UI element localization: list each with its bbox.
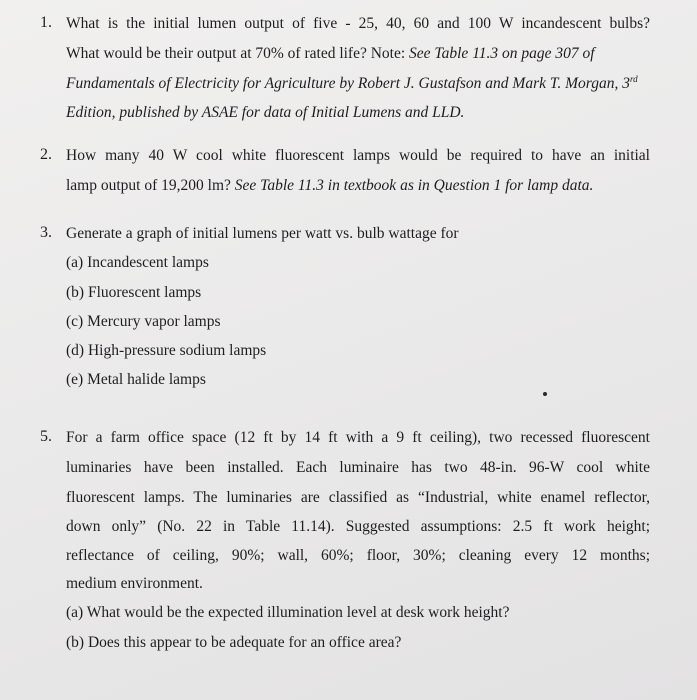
list-item: (a) What would be the expected illumination level at desk work height? xyxy=(66,604,510,621)
question-number: 1. xyxy=(40,14,52,31)
question-number: 3. xyxy=(40,224,52,241)
list-item: (b) Does this appear to be adequate for an office area? xyxy=(66,634,402,651)
question-text-line: How many 40 W cool white fluorescent lamps would be required to have an initial xyxy=(66,147,650,164)
question-text-line: Generate a graph of initial lumens per watt vs. bulb wattage for xyxy=(66,225,459,242)
question-number: 5. xyxy=(40,428,52,445)
question-text-line: What is the initial lumen output of five - 25, 40, 60 and 100 W incandescent bulbs? xyxy=(66,15,650,32)
question-text-line: fluorescent lamps. The luminaries are classified as “Industrial, white enamel reflector, xyxy=(66,489,650,506)
note-italic: See Table 11.3 in textbook as in Question 1 for lamp data. xyxy=(234,177,594,194)
list-item: (b) Fluorescent lamps xyxy=(66,284,202,301)
ink-dot xyxy=(543,392,547,396)
question-text-line: For a farm office space (12 ft by 14 ft with a 9 ft ceiling), two recessed fluorescent xyxy=(66,429,650,446)
list-item: (c) Mercury vapor lamps xyxy=(66,313,221,330)
question-text-line: What would be their output at 70% of rated life? Note: See Table 11.3 on page 307 of xyxy=(66,45,595,62)
question-text-line: lamp output of 19,200 lm? See Table 11.3 in textbook as in Question 1 for lamp data. xyxy=(66,177,594,194)
question-text-line: medium environment. xyxy=(66,575,203,592)
list-item: (e) Metal halide lamps xyxy=(66,371,206,388)
question-number: 2. xyxy=(40,146,52,163)
list-item: (a) Incandescent lamps xyxy=(66,254,209,271)
list-item: (d) High-pressure sodium lamps xyxy=(66,342,267,359)
question-text-line: down only” (No. 22 in Table 11.14). Suggested assumptions: 2.5 ft work height; xyxy=(66,518,650,535)
question-text-line: luminaries have been installed. Each luminaire has two 48-in. 96-W cool white xyxy=(66,459,650,476)
question-text-line: reflectance of ceiling, 90%; wall, 60%; floor, 30%; cleaning every 12 months; xyxy=(66,547,650,564)
question-text-line: Fundamentals of Electricity for Agriculture by Robert J. Gustafson and Mark T. Morgan, 3rd xyxy=(66,73,638,92)
question-text-line: Edition, published by ASAE for data of Initial Lumens and LLD. xyxy=(66,104,465,121)
note-italic: See Table 11.3 on page 307 of xyxy=(409,45,595,62)
